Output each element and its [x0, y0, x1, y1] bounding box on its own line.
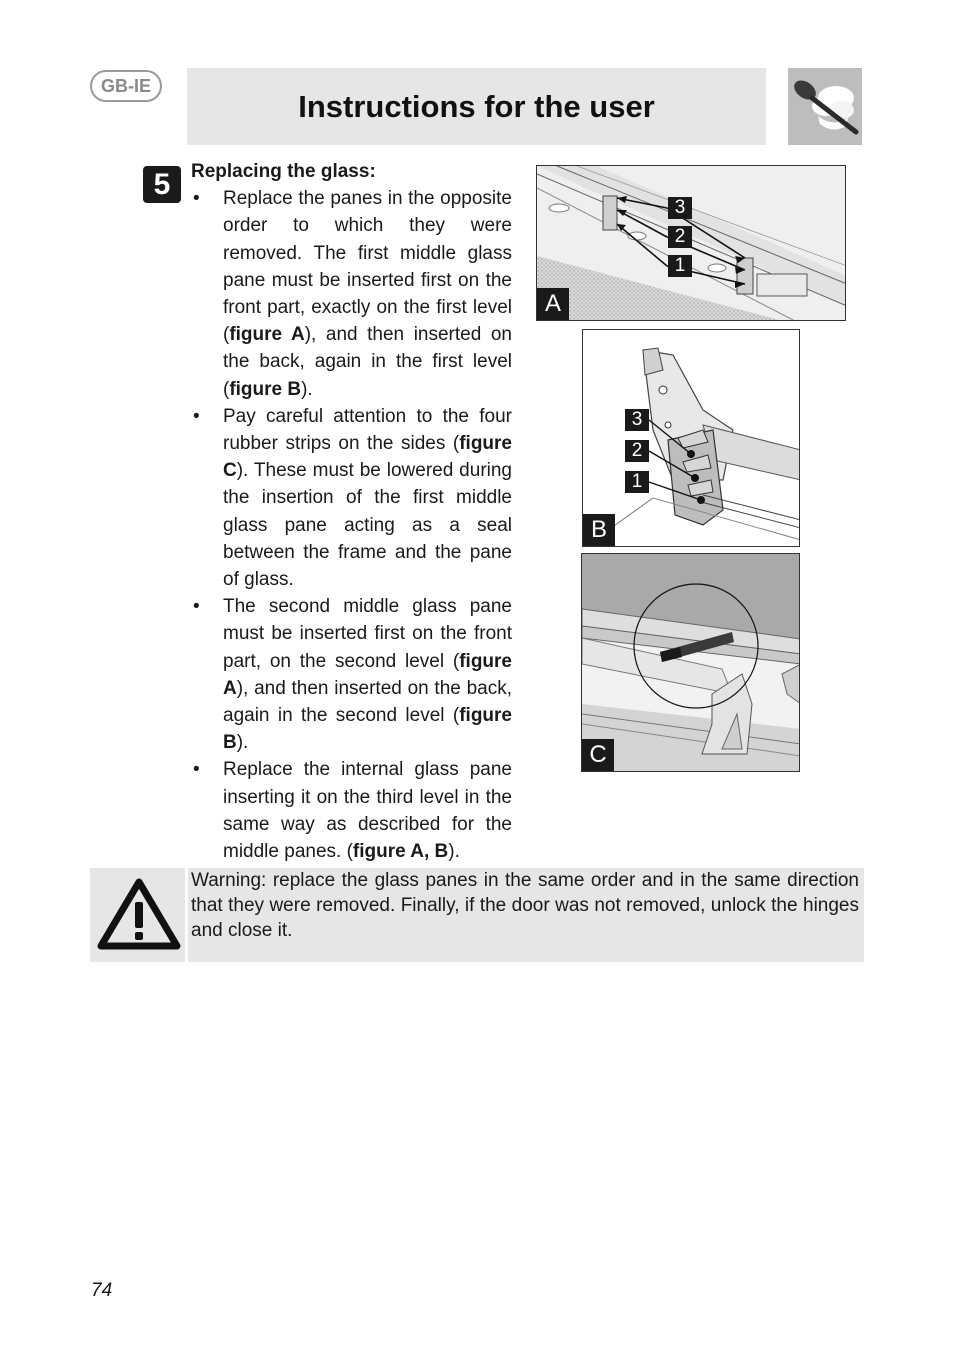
figure-reference: figure C [223, 433, 512, 482]
warning-text-box [188, 868, 864, 962]
instruction-item [191, 593, 512, 756]
title-bar [187, 68, 766, 145]
chef-hat-spoon-icon [788, 68, 862, 145]
step-number: 5 [143, 166, 181, 203]
instructions-body [191, 158, 512, 865]
instruction-text: Replace the internal glass pane inserting it on the third level in the same way as described for the middle panes. ( [223, 759, 512, 863]
instruction-text: Pay careful attention to the four rubber strips on the sides ( [223, 405, 512, 455]
section-heading: Replacing the glass: [191, 161, 376, 182]
figure-a-level-1: 1 [668, 255, 692, 277]
instruction-text: ), and then inserted on the back, again in the second level ( [223, 677, 512, 727]
warning-triangle-icon [90, 868, 185, 962]
instruction-item [191, 756, 512, 865]
instruction-list [191, 185, 512, 865]
figure-b [582, 329, 800, 547]
figure-b-label: B [583, 514, 615, 546]
instruction-text: ). [301, 378, 313, 400]
figure-a-level-2: 2 [668, 226, 692, 248]
page-title: Instructions for the user [298, 88, 655, 124]
region-badge: GB-IE [90, 70, 162, 102]
figure-reference: figure A, B [352, 841, 449, 863]
figure-a [536, 165, 846, 321]
figure-a-label: A [537, 288, 569, 320]
instruction-text: Replace the panes in the opposite order to which they were removed. The first middle glass pane must be inserted first on the front part, exactly on the first level ( [223, 188, 512, 346]
instruction-text: The second middle glass pane must be inserted first on the front part, on the second level ( [223, 596, 512, 672]
figure-c [581, 553, 800, 772]
figure-b-level-1: 1 [625, 471, 649, 493]
instruction-text: ), and then inserted on the back, again in the first level ( [223, 324, 512, 400]
figure-b-level-3: 3 [625, 409, 649, 431]
instruction-item [191, 185, 512, 403]
figure-c-label: C [582, 739, 614, 771]
page-number: 74 [91, 1280, 113, 1301]
figure-reference: figure B [229, 378, 302, 400]
figure-reference: figure A [223, 650, 512, 699]
figure-reference: figure B [223, 705, 512, 754]
warning-icon-box [90, 868, 185, 962]
figure-b-level-2: 2 [625, 440, 649, 462]
figure-a-level-3: 3 [668, 197, 692, 219]
warning-text: Warning: replace the glass panes in the same order and in the same direction that they were removed. Finally, if the door was not removed, unlock the hinges and close it. [191, 870, 859, 941]
warning-panel [90, 868, 864, 962]
instruction-text: ). [448, 841, 460, 863]
instruction-text: ). These must be lowered during the insertion of the first middle glass pane acting as a seal between the frame and the pane of glass. [223, 460, 512, 591]
figure-reference: figure A [229, 324, 305, 346]
instruction-item [191, 403, 512, 593]
instruction-text: ). [236, 732, 249, 754]
